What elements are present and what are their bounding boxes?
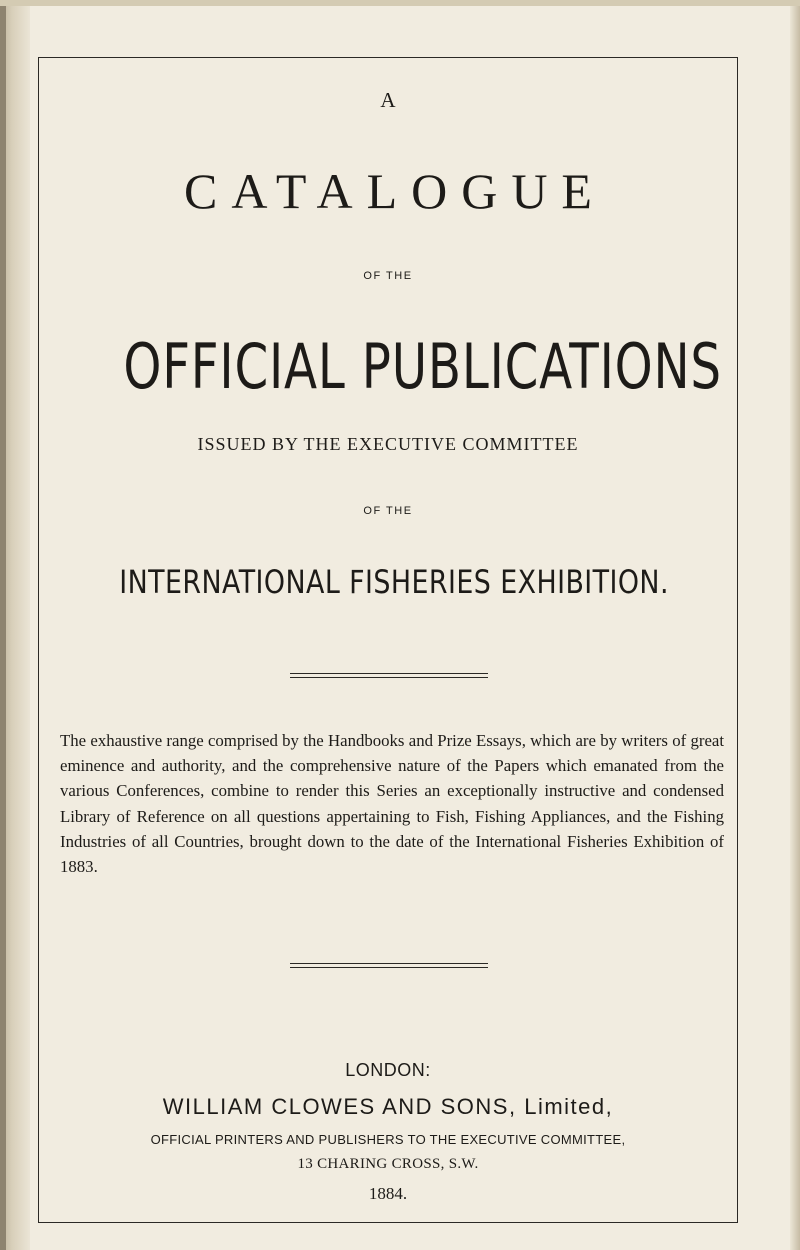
page-top-edge <box>0 0 800 6</box>
title-exhibition: INTERNATIONAL FISHERIES EXHIBITION. <box>119 563 669 601</box>
page-gutter <box>0 0 6 1250</box>
title-of-the-1: OF THE <box>363 270 413 282</box>
double-rule-divider <box>290 673 488 678</box>
imprint-place: LONDON: <box>345 1060 431 1080</box>
imprint-role: OFFICIAL PRINTERS AND PUBLISHERS TO THE EXECUTIVE COMMITTEE, <box>150 1132 626 1147</box>
title-article: A <box>380 88 396 112</box>
imprint-publisher: WILLIAM CLOWES AND SONS, Limited, <box>162 1094 614 1119</box>
imprint-address: 13 CHARING CROSS, S.W. <box>297 1156 479 1172</box>
title-issued-by: ISSUED BY THE EXECUTIVE COMMITTEE <box>197 434 579 454</box>
imprint-year: 1884. <box>368 1184 408 1203</box>
page-right-edge <box>790 0 800 1250</box>
title-page-border <box>38 57 738 1223</box>
title-of-the-2: OF THE <box>363 505 413 517</box>
title-official-publications: OFFICIAL PUBLICATIONS <box>123 330 722 403</box>
double-rule-divider <box>290 963 488 968</box>
description-paragraph: The exhaustive range comprised by the Handbooks and Prize Essays, which are by writers of great eminence and authority, and the comprehensive nature of the Papers which emanated from the various Conferences, combine to render this Series an exceptionally instructive and condensed Library of Reference on all questions appertaining to Fish, Fishing Appliances, and the Fishing Industries of all Countries, brought down to the date of the International Fisheries Exhibition of 1883. <box>60 731 724 877</box>
title-catalogue: CATALOGUE <box>184 163 606 219</box>
